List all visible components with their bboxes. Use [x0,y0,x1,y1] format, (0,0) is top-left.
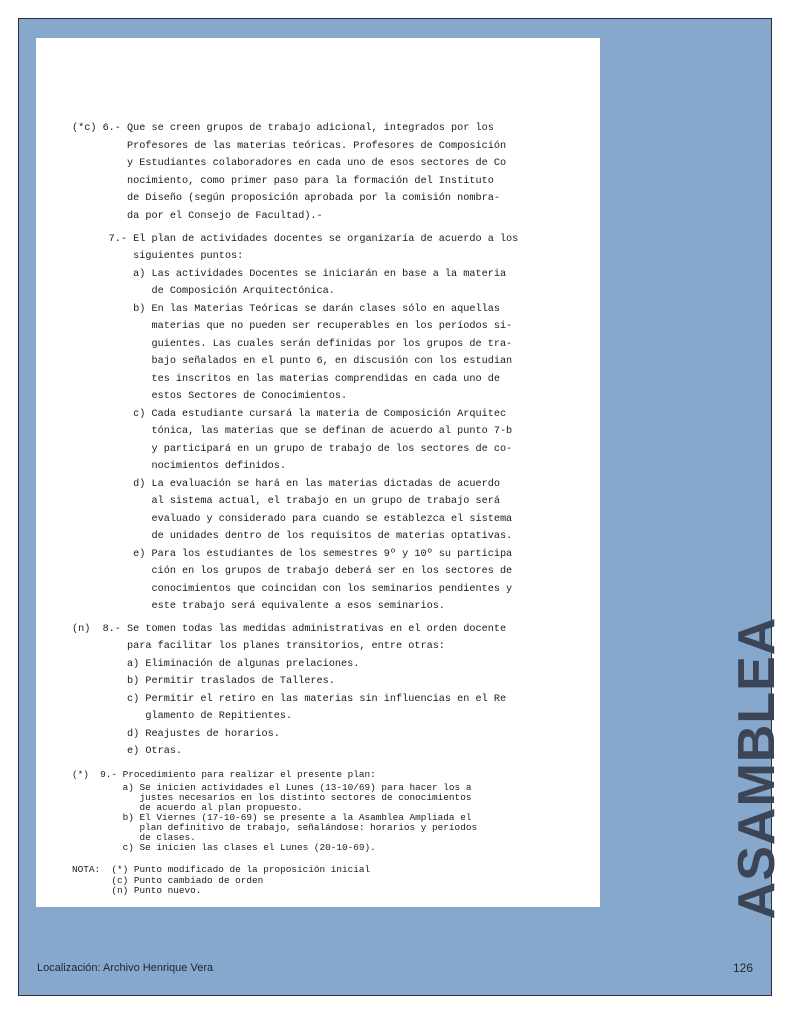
document-line: a) Las actividades Docentes se iniciarán en base a la materia [72,269,507,280]
document-line: y participará en un grupo de trabajo de los sectores de co- [72,444,513,455]
document-line: materias que no pueden ser recuperables en los períodos si- [72,321,513,332]
page-number: 126 [733,961,754,975]
document-line: Profesores de las materias teóricas. Profesores de Composición [72,141,507,152]
document-line: (n) 8.- Se tomen todas las medidas administrativas en el orden docente [72,624,507,635]
document-line: e) Para los estudiantes de los semestres 9º y 10º su participa [72,549,513,560]
document-line: b) Permitir traslados de Talleres. [72,676,335,687]
document-line: da por el Consejo de Facultad).- [72,211,323,222]
document-line: d) Reajustes de horarios. [72,729,280,740]
side-title: ASAMBLEA [728,616,786,920]
document-line: (c) Punto cambiado de orden [72,875,264,886]
document-line: a) Se inicien actividades el Lunes (13-10/69) para hacer los a [72,782,472,793]
location-caption: Localización: Archivo Henrique Vera [37,962,214,974]
document-line: c) Se inicien las clases el Lunes (20-10-69). [72,842,376,853]
document-line: de Composición Arquitectónica. [72,286,335,297]
document-line: (*c) 6.- Que se creen grupos de trabajo adicional, integrados por los [72,123,494,134]
document-line: guientes. Las cuales serán definidas por los grupos de tra- [72,339,513,350]
document-line: estos Sectores de Conocimientos. [72,391,348,402]
document-line: para facilitar los planes transitorios, entre otras: [72,641,445,652]
document-line: c) Cada estudiante cursará la materia de Composición Arquitec [72,409,507,420]
document-line: b) El Viernes (17-10-69) se presente a la Asamblea Ampliada el [72,812,472,823]
document-line: de clases. [72,832,196,843]
document-line: conocimientos que coincidan con los seminarios pendientes y [72,584,513,595]
document-line: justes necesarios en los distinto sectores de conocimientos [72,792,472,803]
document-line: b) En las Materias Teóricas se darán clases sólo en aquellas [72,304,500,315]
document-line: NOTA: (*) Punto modificado de la proposición inicial [72,864,371,875]
document-line: al sistema actual, el trabajo en un grupo de trabajo será [72,496,500,507]
document-line: siguientes puntos: [72,251,244,262]
document-line: de acuerdo al plan propuesto. [72,802,303,813]
document-line: e) Otras. [72,746,183,757]
document-line: bajo señalados en el punto 6, en discusión con los estudian [72,356,513,367]
document-line: y Estudiantes colaboradores en cada uno de esos sectores de Co [72,158,507,169]
document-line: tónica, las materias que se definan de acuerdo al punto 7-b [72,426,513,437]
document-line: de unidades dentro de los requisitos de materias optativas. [72,531,513,542]
document-line: plan definitivo de trabajo, señalándose: horarios y períodos [72,822,478,833]
scanned-document [36,38,600,907]
document-line: glamento de Repitientes. [72,711,293,722]
document-line: de Diseño (según proposición aprobada por la comisión nombra- [72,193,500,204]
document-line: d) La evaluación se hará en las materias dictadas de acuerdo [72,479,500,490]
document-line: (*) 9.- Procedimiento para realizar el presente plan: [72,769,376,780]
document-line: ción en los grupos de trabajo deberá ser en los sectores de [72,566,513,577]
document-line: tes inscritos en las materias comprendidas en cada uno de [72,374,500,385]
document-line: nocimientos definidos. [72,461,286,472]
document-line: (n) Punto nuevo. [72,885,202,896]
document-line: este trabajo será equivalente a esos seminarios. [72,601,445,612]
document-line: nocimiento, como primer paso para la formación del Instituto [72,176,494,187]
document-line: a) Eliminación de algunas prelaciones. [72,659,360,670]
document-line: 7.- El plan de actividades docentes se organizaría de acuerdo a los [72,234,519,245]
document-line: evaluado y considerado para cuando se establezca el sistema [72,514,513,525]
document-line: c) Permitir el retiro en las materias sin influencias en el Re [72,694,507,705]
